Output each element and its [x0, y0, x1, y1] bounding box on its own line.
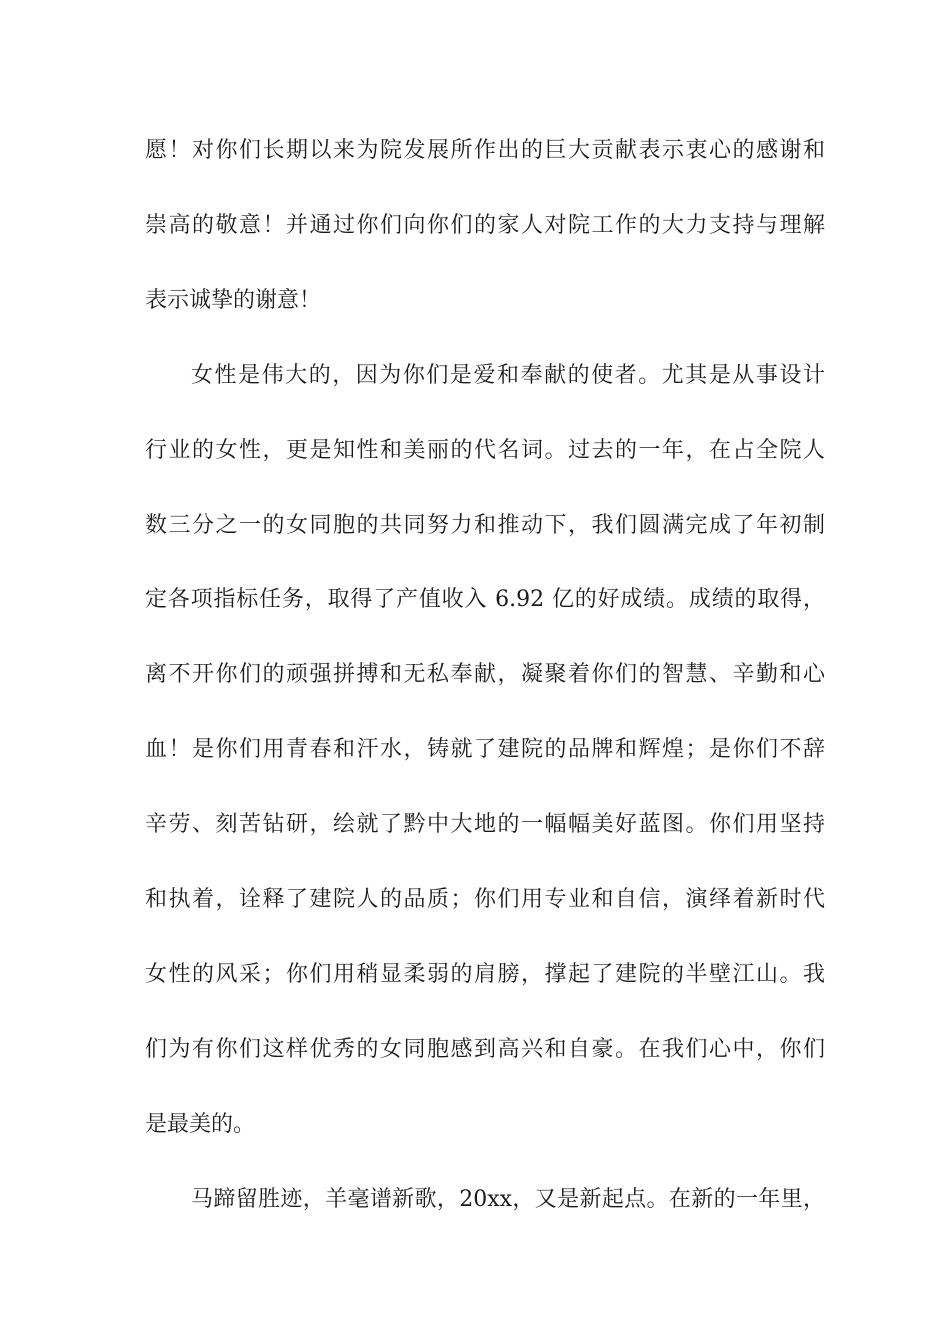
text-line: 和执着，诠释了建院人的品质；你们用专业和自信，演绎着新时代 [145, 887, 825, 912]
text-line: 离不开你们的顽强拼搏和无私奉献，凝聚着你们的智慧、辛勤和心 [145, 662, 825, 687]
text-line: 数三分之一的女同胞的共同努力和推动下，我们圆满完成了年初制 [145, 513, 825, 538]
text-line: 马蹄留胜迹，羊毫谱新歌，20xx，又是新起点。在新的一年里， [191, 1187, 825, 1212]
text-line: 们为有你们这样优秀的女同胞感到高兴和自豪。在我们心中，你们 [145, 1037, 825, 1062]
text-line: 女性的风采；你们用稍显柔弱的肩膀，撑起了建院的半壁江山。我 [145, 962, 825, 987]
text-line: 表示诚挚的谢意！ [145, 288, 322, 313]
text-line: 女性是伟大的，因为你们是爱和奉献的使者。尤其是从事设计 [191, 363, 825, 388]
text-line: 辛劳、刻苦钻研，绘就了黔中大地的一幅幅美好蓝图。你们用坚持 [145, 812, 825, 837]
text-line: 崇高的敬意！并通过你们向你们的家人对院工作的大力支持与理解 [145, 213, 825, 238]
text-line: 定各项指标任务，取得了产值收入 6.92 亿的好成绩。成绩的取得， [145, 587, 825, 612]
text-line: 行业的女性，更是知性和美丽的代名词。过去的一年，在占全院人 [145, 438, 825, 463]
text-line: 血！是你们用青春和汗水，铸就了建院的品牌和辉煌；是你们不辞 [145, 737, 825, 762]
text-line: 愿！对你们长期以来为院发展所作出的巨大贡献表示衷心的感谢和 [145, 138, 825, 163]
text-line: 是最美的。 [145, 1112, 256, 1137]
